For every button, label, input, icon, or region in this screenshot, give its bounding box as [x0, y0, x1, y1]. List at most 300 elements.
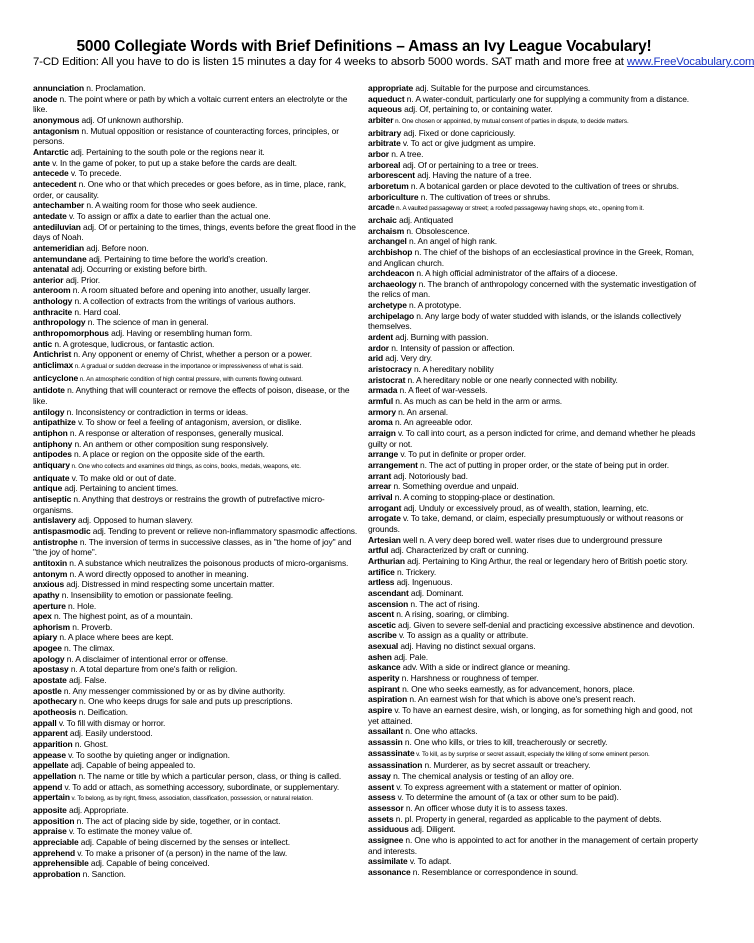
dictionary-entry — [33, 858, 362, 869]
entry-definition: adj. Pale. — [391, 651, 429, 662]
entry-word: ascribe — [368, 630, 397, 641]
entry-definition: n. Inconsistency or contradiction in terms or ideas. — [64, 406, 248, 417]
dictionary-entry — [368, 503, 698, 514]
dictionary-entry — [368, 181, 698, 192]
dictionary-entry — [368, 481, 698, 492]
entry-definition: n. Anything that destroys or restrains the growth of putrefactive micro-organisms. — [33, 493, 325, 515]
entry-definition: n. An officer whose duty it is to assess taxes. — [403, 802, 568, 813]
entry-definition: n. An atmospheric condition of high central pressure, with currents flowing outward. — [78, 375, 303, 383]
entry-definition: n. The science of man in general. — [85, 317, 209, 328]
dictionary-entry — [368, 94, 698, 105]
dictionary-entry — [368, 513, 698, 534]
entry-word: arrogate — [368, 513, 401, 524]
entry-definition: adj. Capable of being conceived. — [88, 858, 210, 869]
dictionary-entry — [33, 611, 362, 622]
dictionary-entry — [368, 567, 698, 578]
entry-word: arrange — [368, 449, 399, 460]
entry-word: apostle — [33, 685, 62, 696]
dictionary-entry — [368, 726, 698, 737]
entry-definition: n. The name or title by which a particular person, class, or thing is called. — [76, 771, 342, 781]
dictionary-entry — [33, 360, 362, 373]
dictionary-entry — [368, 824, 698, 835]
entry-word: anonymous — [33, 114, 80, 125]
entry-word: archaism — [368, 225, 405, 236]
entry-definition: adj. Opposed to human slavery. — [75, 515, 193, 526]
entry-word: antidote — [33, 385, 65, 396]
entry-definition: n. A place or region on the opposite side of the earth. — [71, 449, 265, 460]
entry-definition: adj. Of or pertaining to the times, things, events before the great flood in the days of Noah. — [33, 221, 356, 243]
entry-word: ashen — [368, 651, 392, 662]
left-column — [33, 83, 362, 880]
entry-word: assess — [368, 792, 396, 803]
entry-word: arraign — [368, 428, 396, 438]
entry-definition: v. To act or give judgment as umpire. — [400, 138, 536, 149]
entry-definition: n. One who attacks. — [403, 726, 478, 737]
entry-word: antemundane — [33, 253, 87, 264]
dictionary-entry — [33, 622, 362, 633]
entry-definition: n. Proclamation. — [84, 83, 146, 93]
entry-word: append — [33, 781, 63, 792]
dictionary-entry — [368, 364, 698, 375]
dictionary-entry — [368, 460, 698, 471]
dictionary-entry — [33, 664, 362, 675]
dictionary-entry — [368, 867, 698, 878]
dictionary-entry — [368, 202, 698, 215]
dictionary-entry — [33, 296, 362, 307]
dictionary-entry — [368, 268, 698, 279]
entry-definition: n. One who or that which precedes or goes before, as in time, place, rank, order, or causality. — [33, 178, 346, 200]
dictionary-entry — [368, 673, 698, 684]
entry-definition: n. The branch of anthropology concerned with the systematic investigation of the relics of man. — [368, 278, 696, 300]
entry-word: apposition — [33, 815, 75, 826]
entry-definition: adj. Appropriate. — [66, 804, 129, 815]
dictionary-entry — [368, 492, 698, 503]
entry-definition: n. Hole. — [65, 600, 97, 611]
entry-definition: n. Hard coal. — [72, 306, 121, 317]
dictionary-entry — [33, 275, 362, 286]
entry-word: arid — [368, 353, 383, 364]
dictionary-entry — [368, 748, 698, 761]
dictionary-entry — [368, 737, 698, 748]
entry-definition: v. To kill, as by surprise or secret assault, especially the killing of some eminent person. — [414, 750, 650, 758]
entry-word: arbitrate — [368, 138, 401, 149]
dictionary-entry — [33, 158, 362, 169]
entry-definition: n. One who kills, or tries to kill, treacherously or secretly. — [402, 737, 608, 748]
dictionary-entry — [33, 728, 362, 739]
dictionary-entry — [33, 285, 362, 296]
entry-definition: n. A collection of extracts from the writings of various authors. — [72, 296, 296, 307]
dictionary-entry — [368, 160, 698, 171]
entry-definition: n. One who seeks earnestly, as for advancement, honors, place. — [399, 683, 635, 694]
entry-word: anthropology — [33, 317, 86, 328]
entry-word: annunciation — [33, 83, 85, 93]
entry-word: assiduous — [368, 824, 409, 835]
subtitle-text: 7-CD Edition: All you have to do is listen 15 minutes a day for 4 weeks to absorb 5000 words. SAT math and more free at — [33, 56, 627, 68]
entry-definition: n. A total departure from one's faith or religion. — [68, 664, 238, 675]
entry-definition: well n. A very deep bored well. water rises due to underground pressure — [400, 534, 663, 545]
entry-definition: n. The highest point, as of a mountain. — [51, 611, 193, 622]
entry-definition: adj. Diligent. — [408, 824, 456, 835]
entry-definition: n. A room situated before and opening into another, usually larger. — [70, 285, 311, 296]
entry-definition: n. Resemblance or correspondence in sound. — [410, 866, 578, 877]
entry-definition: v. To fill with dismay or horror. — [56, 717, 166, 728]
dictionary-entry — [33, 449, 362, 460]
entry-word: apotheosis — [33, 707, 77, 718]
entry-definition: n. One who collects and examines old things, as coins, books, medals, weapons, etc. — [69, 462, 301, 470]
entry-word: apostasy — [33, 664, 69, 675]
entry-word: antislavery — [33, 515, 76, 526]
entry-definition: n. Something overdue and unpaid. — [391, 481, 519, 492]
dictionary-entry — [33, 243, 362, 254]
dictionary-entry — [33, 115, 362, 126]
dictionary-entry — [33, 805, 362, 816]
right-column — [368, 83, 698, 878]
entry-word: antistrophe — [33, 536, 78, 547]
dictionary-entry — [33, 126, 362, 147]
dictionary-entry — [368, 128, 698, 139]
entry-definition: n. An angel of high rank. — [406, 236, 498, 247]
dictionary-entry — [368, 599, 698, 610]
entry-word: antiseptic — [33, 493, 72, 504]
dictionary-entry — [33, 307, 362, 318]
entry-definition: adj. Having no distinct sexual organs. — [398, 641, 536, 652]
entry-definition: adj. Dominant. — [408, 587, 464, 598]
entry-definition: adj. Easily understood. — [67, 728, 153, 739]
entry-word: assent — [368, 781, 395, 792]
entry-definition: n. Any opponent or enemy of Christ, whether a person or a power. — [71, 349, 312, 360]
entry-definition: n. The point where or path by which a voltaic current enters an electrolyte or the like. — [33, 93, 348, 115]
dictionary-entry — [368, 236, 698, 247]
entry-word: approbation — [33, 868, 81, 879]
entry-word: ardent — [368, 332, 394, 343]
dictionary-entry — [368, 556, 698, 567]
entry-definition: n. One chosen or appointed, by mutual consent of parties in dispute, to decide matters. — [393, 117, 629, 125]
dictionary-entry — [33, 473, 362, 484]
entry-definition: adj. Unduly or excessively proud, as of wealth, station, learning, etc. — [401, 502, 649, 513]
entry-definition: v. To put in definite or proper order. — [398, 449, 526, 460]
entry-word: antechamber — [33, 200, 85, 211]
entry-definition: adj. Pertaining to time before the world's creation. — [86, 253, 268, 264]
entry-word: apprehend — [33, 847, 76, 858]
entry-word: anthology — [33, 296, 73, 307]
entry-definition: n. Ghost. — [72, 739, 108, 750]
entry-definition: n. A response or alteration of responses, generally musical. — [67, 428, 284, 438]
dictionary-entry — [33, 718, 362, 729]
entry-definition: n. A hereditary nobility — [411, 364, 494, 375]
entry-word: assassination — [368, 760, 423, 771]
entry-word: antitoxin — [33, 557, 68, 568]
entry-word: assassinate — [368, 747, 415, 758]
entry-definition: n. A high official administrator of the affairs of a diocese. — [414, 268, 618, 279]
entry-word: antiphony — [33, 438, 73, 449]
entry-word: asexual — [368, 641, 399, 652]
entry-word: arrant — [368, 470, 392, 481]
entry-word: appellate — [33, 760, 69, 771]
entry-word: aspire — [368, 705, 393, 716]
entry-definition: n. A prototype. — [406, 300, 462, 311]
dictionary-entry — [368, 771, 698, 782]
entry-definition: adj. Notoriously bad. — [391, 470, 468, 481]
dictionary-entry — [33, 494, 362, 515]
dictionary-entry — [33, 792, 362, 805]
entry-definition: n. A botanical garden or place devoted to the cultivation of trees or shrubs. — [408, 180, 679, 191]
dictionary-entry — [33, 83, 362, 94]
dictionary-entry — [33, 168, 362, 179]
dictionary-entry — [33, 632, 362, 643]
entry-word: antiphon — [33, 428, 68, 438]
dictionary-entry — [33, 869, 362, 880]
entry-definition: n. The inversion of terms in successive classes, as in "the home of joy" and "the joy of home". — [33, 536, 352, 558]
entry-definition: adj. Of unknown authorship. — [79, 114, 184, 125]
entry-definition: adj. Suitable for the purpose and circumstances. — [413, 83, 591, 93]
entry-word: arboriculture — [368, 191, 419, 202]
entry-definition: n. A tree. — [388, 148, 424, 159]
dictionary-entry — [33, 222, 362, 243]
entry-definition: adj. Pertaining to ancient times. — [62, 483, 179, 494]
dictionary-entry — [33, 848, 362, 859]
entry-word: assailant — [368, 726, 404, 737]
entry-word: antiquate — [33, 472, 70, 483]
dictionary-entry — [368, 226, 698, 237]
entry-word: aristocrat — [368, 374, 406, 385]
dictionary-entry — [368, 609, 698, 620]
dictionary-entry — [368, 694, 698, 705]
entry-word: apparent — [33, 728, 68, 739]
dictionary-entry — [33, 837, 362, 848]
entry-definition: n. Deification. — [76, 707, 128, 718]
entry-word: ante — [33, 157, 50, 168]
entry-definition: v. To determine the amount of (a tax or other sum to be paid). — [395, 792, 619, 803]
dictionary-entry — [368, 332, 698, 343]
entry-word: antecedent — [33, 178, 77, 189]
entry-definition: adj. Before noon. — [84, 242, 149, 253]
website-link[interactable]: www.FreeVocabulary.com — [626, 56, 754, 68]
entry-definition: v. To estimate the money value of. — [66, 826, 193, 837]
entry-definition: n. Obsolescence. — [404, 225, 470, 236]
entry-word: ardor — [368, 342, 389, 353]
entry-word: anticyclone — [33, 372, 79, 383]
entry-definition: n. Trickery. — [394, 566, 437, 577]
dictionary-entry — [368, 104, 698, 115]
entry-word: arrival — [368, 491, 393, 502]
entry-definition: adj. Tending to prevent or relieve non-inflammatory spasmodic affections. — [90, 525, 358, 536]
dictionary-entry — [368, 170, 698, 181]
dictionary-entry — [368, 835, 698, 856]
entry-definition: n. Mutual opposition or resistance of counteracting forces, principles, or persons. — [33, 125, 339, 147]
entry-word: Artesian — [368, 534, 401, 545]
dictionary-entry — [33, 760, 362, 771]
dictionary-entry — [33, 317, 362, 328]
dictionary-entry — [33, 264, 362, 275]
dictionary-entry — [368, 705, 698, 726]
dictionary-entry — [33, 707, 362, 718]
dictionary-entry — [368, 449, 698, 460]
entry-definition: v. In the game of poker, to put up a stake before the cards are dealt. — [49, 157, 297, 168]
dictionary-entry — [368, 407, 698, 418]
dictionary-entry — [33, 254, 362, 265]
entry-definition: adj. False. — [66, 675, 107, 686]
entry-word: assimilate — [368, 856, 408, 867]
dictionary-entry — [368, 192, 698, 203]
dictionary-entry — [368, 428, 698, 449]
dictionary-entry — [33, 339, 362, 350]
entry-definition: v. To show or feel a feeling of antagonism, aversion, or dislike. — [75, 417, 302, 428]
dictionary-entry — [33, 526, 362, 537]
entry-definition: adj. Having the nature of a tree. — [414, 170, 532, 181]
dictionary-entry — [33, 483, 362, 494]
entry-word: Arthurian — [368, 555, 405, 566]
dictionary-entry — [33, 439, 362, 450]
entry-definition: n. The act of putting in proper order, or the state of being put in order. — [417, 459, 669, 470]
entry-word: antedate — [33, 210, 67, 221]
entry-word: antispasmodic — [33, 525, 91, 536]
entry-definition: n. Insensibility to emotion or passionate feeling. — [59, 589, 233, 600]
dictionary-entry — [368, 247, 698, 268]
page-subtitle — [33, 56, 754, 68]
entry-definition: v. To precede. — [68, 168, 122, 179]
entry-definition: n. A grotesque, ludicrous, or fantastic action. — [52, 338, 215, 349]
dictionary-entry — [33, 460, 362, 473]
entry-definition: adj. Given to severe self-denial and practicing excessive abstinence and devotion. — [395, 619, 695, 630]
dictionary-entry — [33, 94, 362, 115]
entry-definition: n. A rising, soaring, or climbing. — [394, 609, 509, 620]
dictionary-entry — [368, 652, 698, 663]
entry-definition: adj. Distressed in mind respecting some uncertain matter. — [64, 579, 275, 590]
entry-definition: n. Any messenger commissioned by or as by divine authority. — [61, 685, 286, 696]
entry-word: archbishop — [368, 246, 413, 257]
entry-word: appellation — [33, 771, 77, 781]
entry-word: armory — [368, 406, 396, 417]
entry-word: aperture — [33, 600, 66, 611]
entry-word: artifice — [368, 566, 395, 577]
entry-definition: n. Harshness or roughness of temper. — [399, 673, 539, 684]
entry-definition: v. To make a prisoner of (a person) in the name of the law. — [75, 847, 288, 858]
entry-word: anode — [33, 93, 58, 104]
entry-word: Antarctic — [33, 146, 69, 157]
dictionary-entry — [33, 696, 362, 707]
dictionary-entry — [33, 179, 362, 200]
entry-word: appall — [33, 717, 57, 728]
dictionary-entry — [33, 211, 362, 222]
entry-word: arbitrary — [368, 127, 402, 138]
entry-definition: n. One who is appointed to act for another in the management of certain property and interests. — [368, 834, 698, 856]
entry-definition: n. A hereditary noble or one nearly connected with nobility. — [405, 374, 618, 385]
entry-definition: adj. Having or resembling human form. — [108, 328, 253, 339]
entry-word: assessor — [368, 802, 404, 813]
dictionary-entry — [368, 83, 698, 94]
entry-definition: n. Anything that will counteract or remove the effects of poison, disease, or the like. — [33, 385, 350, 407]
entry-definition: n. As much as can be held in the arm or arms. — [393, 396, 563, 407]
entry-word: apprehensible — [33, 858, 89, 869]
entry-word: asperity — [368, 673, 400, 684]
dictionary-entry — [368, 353, 698, 364]
dictionary-entry — [368, 620, 698, 631]
entry-word: antediluvian — [33, 221, 81, 232]
entry-word: appreciable — [33, 836, 79, 847]
entry-definition: adj. Prior. — [63, 274, 101, 285]
dictionary-entry — [368, 814, 698, 825]
entry-word: apiary — [33, 632, 58, 643]
dictionary-entry — [33, 147, 362, 158]
dictionary-entry — [33, 515, 362, 526]
dictionary-entry — [368, 641, 698, 652]
dictionary-entry — [368, 577, 698, 588]
dictionary-entry — [368, 792, 698, 803]
dictionary-entry — [33, 569, 362, 580]
entry-definition: n. Murderer, as by secret assault or treachery. — [422, 760, 591, 771]
entry-word: aqueduct — [368, 93, 405, 104]
page-title: 5000 Collegiate Words with Brief Definitions – Amass an Ivy League Vocabulary! — [76, 38, 652, 55]
dictionary-entry — [33, 558, 362, 569]
dictionary-entry — [368, 300, 698, 311]
dictionary-entry — [33, 328, 362, 339]
entry-word: armada — [368, 385, 398, 396]
entry-word: archetype — [368, 300, 407, 311]
entry-word: anxious — [33, 579, 65, 590]
dictionary-entry — [33, 739, 362, 750]
entry-definition: v. To adapt. — [407, 856, 452, 867]
dictionary-entry — [368, 343, 698, 354]
entry-word: antique — [33, 483, 63, 494]
entry-definition: n. The chief of the bishops of an ecclesiastical province in the Greek, Roman, and Anglican church. — [368, 246, 694, 268]
entry-definition: n. An arsenal. — [395, 406, 449, 417]
entry-definition: n. An anthem or other composition sung responsively. — [72, 438, 269, 449]
dictionary-entry — [368, 760, 698, 771]
entry-word: arrear — [368, 481, 392, 492]
entry-word: antenatal — [33, 264, 69, 275]
entry-word: artless — [368, 577, 395, 588]
dictionary-entry — [368, 149, 698, 160]
dictionary-entry — [368, 684, 698, 695]
dictionary-entry — [33, 654, 362, 665]
entry-definition: n. A vaulted passageway or street; a roofed passageway having shops, etc., opening from it. — [394, 205, 644, 213]
dictionary-entry — [368, 115, 698, 128]
entry-definition: adj. Occurring or existing before birth. — [68, 264, 208, 275]
entry-word: aspirant — [368, 683, 400, 694]
entry-definition: v. To assign as a quality or attribute. — [396, 630, 529, 641]
entry-word: aphorism — [33, 621, 71, 632]
entry-word: antic — [33, 338, 53, 349]
entry-word: apology — [33, 653, 65, 664]
dictionary-entry — [33, 417, 362, 428]
entry-definition: n. pl. Property in general, regarded as applicable to the payment of debts. — [393, 813, 662, 824]
dictionary-entry — [33, 601, 362, 612]
entry-word: ascendant — [368, 587, 409, 598]
entry-definition: n. A fleet of war-vessels. — [397, 385, 488, 396]
entry-definition: n. A disclaimer of intentional error or offense. — [64, 653, 228, 664]
entry-definition: adj. Very dry. — [383, 353, 433, 364]
dictionary-entry — [368, 630, 698, 641]
dictionary-entry — [368, 588, 698, 599]
dictionary-entry — [368, 662, 698, 673]
dictionary-entry — [368, 471, 698, 482]
entry-definition: n. A waiting room for those who seek audience. — [84, 200, 258, 211]
entry-definition: n. A place where bees are kept. — [57, 632, 174, 643]
entry-word: apparition — [33, 739, 73, 750]
entry-word: arrangement — [368, 459, 418, 470]
entry-word: antecede — [33, 168, 69, 179]
entry-definition: n. The act of placing side by side, together, or in contact. — [74, 815, 281, 826]
dictionary-entry — [368, 385, 698, 396]
entry-definition: n. Any large body of water studded with islands, or the islands collectively themselves. — [368, 310, 682, 332]
entry-word: arboreal — [368, 159, 401, 170]
entry-word: apostate — [33, 675, 67, 686]
entry-definition: n. An earnest wish for that which is above one's present reach. — [407, 694, 636, 705]
entry-word: ascent — [368, 609, 395, 620]
entry-word: antagonism — [33, 125, 80, 136]
entry-word: ascension — [368, 598, 409, 609]
dictionary-entry — [368, 535, 698, 546]
